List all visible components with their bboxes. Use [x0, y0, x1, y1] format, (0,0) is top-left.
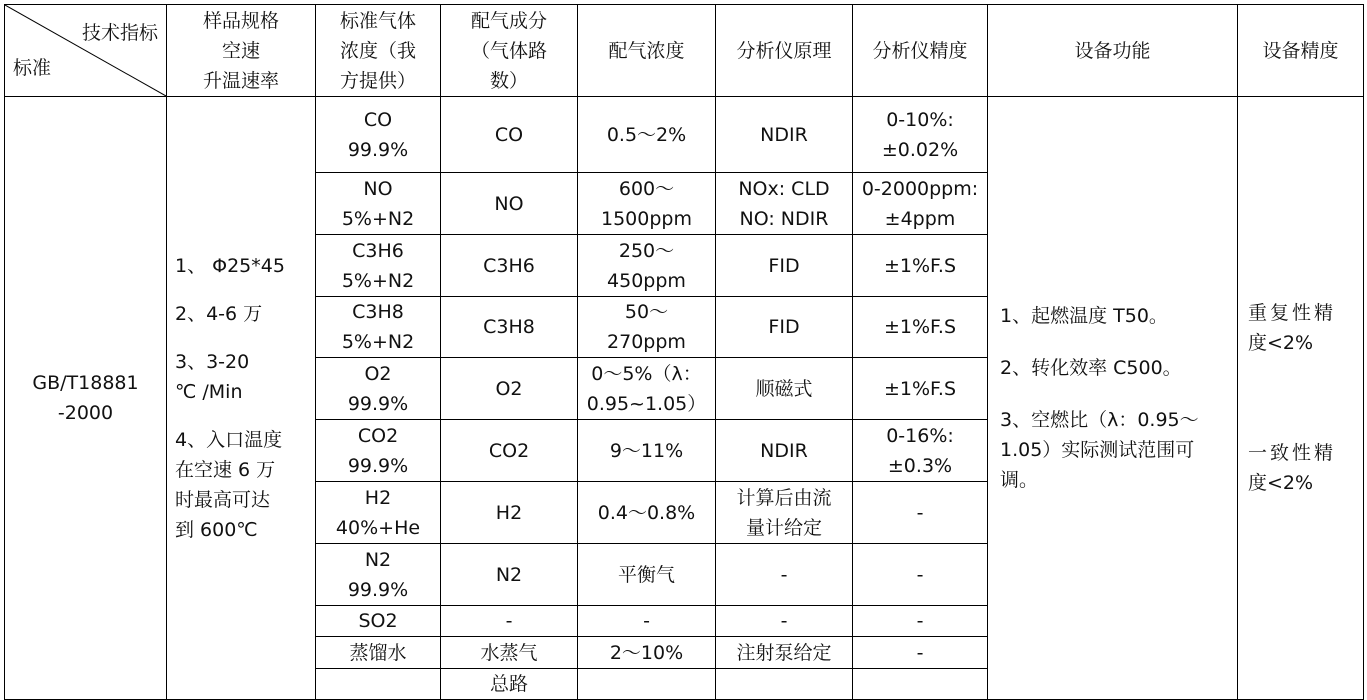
header-row: [5, 5, 1364, 97]
component-cell: NO: [441, 173, 578, 235]
std-gas-cell: H2 40%+He: [316, 482, 441, 544]
precision-cell: -: [853, 637, 988, 669]
principle-cell: 计算后由流 量计给定: [716, 482, 853, 544]
principle-cell: -: [716, 544, 853, 606]
equipment-function-line: 调。: [1000, 469, 1039, 491]
equipment-precision-line: 度<2%: [1248, 332, 1314, 354]
conc-cell: 600～ 1500ppm: [578, 173, 716, 235]
std-gas-cell: SO2: [316, 606, 441, 637]
equipment-precision-line: 度<2%: [1248, 472, 1314, 494]
equipment-precision-cell: [1238, 97, 1364, 700]
equipment-precision-line: 一致性精: [1248, 442, 1337, 464]
sample-spec-line: 3、3-20: [175, 351, 250, 373]
sample-spec-line: 到 600℃: [175, 519, 258, 541]
std-gas-cell: NO 5%+N2: [316, 173, 441, 235]
standard-cell: GB/T18881 -2000: [5, 97, 167, 700]
header-equipment-precision: 设备精度: [1238, 5, 1364, 97]
precision-cell: ±1%F.S: [853, 297, 988, 358]
sample-spec-line: 时最高可达: [175, 489, 271, 511]
precision-cell: ±1%F.S: [853, 358, 988, 420]
principle-cell: -: [716, 606, 853, 637]
precision-cell: 0-10%: ±0.02%: [853, 97, 988, 173]
sample-spec-line: 1、 Φ25*45: [175, 255, 285, 277]
sample-spec-line: 在空速 6 万: [175, 459, 276, 481]
component-cell: C3H8: [441, 297, 578, 358]
principle-cell: 注射泵给定: [716, 637, 853, 669]
conc-cell: -: [578, 606, 716, 637]
precision-cell: 0-16%: ±0.3%: [853, 420, 988, 482]
header-corner-cell: [5, 5, 167, 97]
std-gas-cell: N2 99.9%: [316, 544, 441, 606]
precision-cell: -: [853, 544, 988, 606]
std-gas-cell: C3H8 5%+N2: [316, 297, 441, 358]
std-gas-cell: 蒸馏水: [316, 637, 441, 669]
principle-cell: FID: [716, 297, 853, 358]
std-gas-cell: CO2 99.9%: [316, 420, 441, 482]
component-cell: H2: [441, 482, 578, 544]
component-cell: O2: [441, 358, 578, 420]
precision-cell: [853, 669, 988, 700]
precision-cell: -: [853, 482, 988, 544]
conc-cell: 0～5%（λ： 0.95~1.05）: [578, 358, 716, 420]
component-cell: C3H6: [441, 235, 578, 297]
sample-spec-line: 4、入口温度: [175, 429, 283, 451]
equipment-precision-line: 重复性精: [1248, 302, 1337, 324]
header-std-gas: 标准气体 浓度（我 方提供）: [316, 5, 441, 97]
conc-cell: 50～ 270ppm: [578, 297, 716, 358]
std-gas-cell: CO 99.9%: [316, 97, 441, 173]
principle-cell: NDIR: [716, 420, 853, 482]
component-cell: N2: [441, 544, 578, 606]
header-equipment-function: 设备功能: [988, 5, 1238, 97]
conc-cell: 0.4～0.8%: [578, 482, 716, 544]
precision-cell: 0-2000ppm: ±4ppm: [853, 173, 988, 235]
header-analyzer-precision: 分析仪精度: [853, 5, 988, 97]
principle-cell: NDIR: [716, 97, 853, 173]
conc-cell: 0.5～2%: [578, 97, 716, 173]
principle-cell: NOx: CLD NO: NDIR: [716, 173, 853, 235]
precision-cell: ±1%F.S: [853, 235, 988, 297]
conc-cell: 9～11%: [578, 420, 716, 482]
component-cell: 总路: [441, 669, 578, 700]
header-mix-component: 配气成分 （气体路 数）: [441, 5, 578, 97]
header-standard: 标准: [13, 57, 52, 79]
conc-cell: [578, 669, 716, 700]
equipment-function-line: 2、转化效率 C500。: [1000, 357, 1182, 379]
principle-cell: 顺磁式: [716, 358, 853, 420]
header-sample-spec: 样品规格 空速 升温速率: [167, 5, 316, 97]
precision-cell: -: [853, 606, 988, 637]
principle-cell: FID: [716, 235, 853, 297]
header-analyzer-principle: 分析仪原理: [716, 5, 853, 97]
principle-cell: [716, 669, 853, 700]
header-mix-conc: 配气浓度: [578, 5, 716, 97]
component-cell: CO2: [441, 420, 578, 482]
component-cell: 水蒸气: [441, 637, 578, 669]
conc-cell: 2～10%: [578, 637, 716, 669]
equipment-function-line: 1、起燃温度 T50。: [1000, 305, 1168, 327]
spec-table: [4, 4, 1364, 700]
sample-spec-line: 2、4-6 万: [175, 303, 263, 325]
sample-spec-line: ℃ /Min: [175, 381, 243, 403]
std-gas-cell: [316, 669, 441, 700]
std-gas-cell: C3H6 5%+N2: [316, 235, 441, 297]
equipment-function-cell: [988, 97, 1238, 700]
std-gas-cell: O2 99.9%: [316, 358, 441, 420]
conc-cell: 平衡气: [578, 544, 716, 606]
diagonal-divider: [5, 5, 166, 96]
header-tech-index: 技术指标: [81, 22, 158, 44]
sample-spec-cell: [167, 97, 316, 700]
component-cell: -: [441, 606, 578, 637]
equipment-function-line: 3、空燃比（λ：0.95～: [1000, 409, 1199, 431]
conc-cell: 250～ 450ppm: [578, 235, 716, 297]
equipment-function-line: 1.05）实际测试范围可: [1000, 439, 1195, 461]
table-row: [5, 97, 1364, 173]
component-cell: CO: [441, 97, 578, 173]
